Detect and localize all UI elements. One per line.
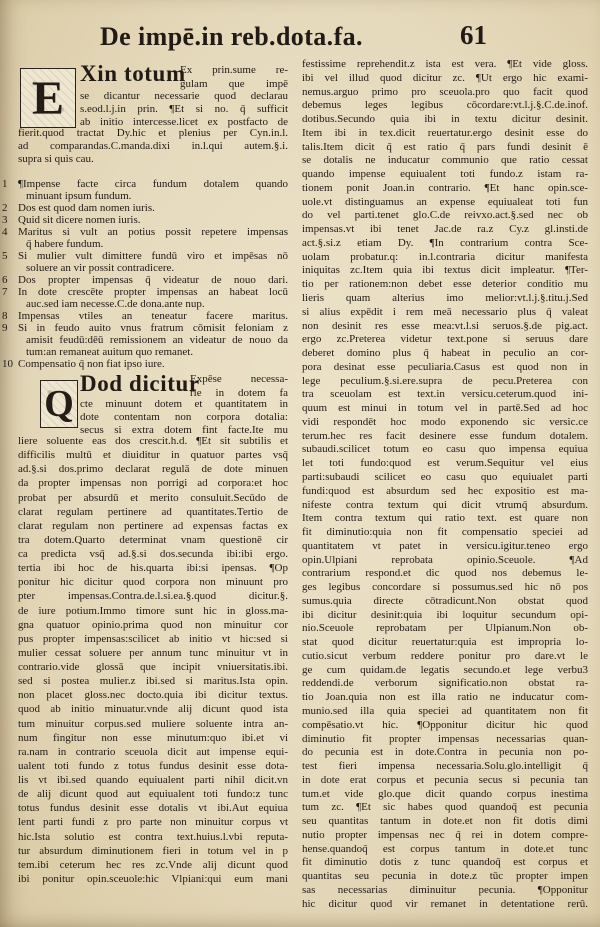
text-line: subaudi.scilicet totum eo casu quo impensa equiua xyxy=(302,443,588,456)
summary-number: 9 xyxy=(2,322,8,334)
text-line: let toti fundo:quod est verum.Sequitur vel eius xyxy=(302,457,588,470)
text-line: Item contra textum qui ratio text. est quare non xyxy=(302,512,588,525)
summary-number: 4 xyxy=(2,226,8,238)
text-line: ra.nam in contrario sceuola dicit aut impense equi- xyxy=(18,745,288,758)
summary-text-line: amisit feudū:dēū remissionem an videatur de nouo da xyxy=(26,334,288,346)
text-line: supra si quis cau. xyxy=(18,153,94,165)
text-line: iniquitas zc.Item quia ibi textus dicit impleatur. ¶Ter- xyxy=(302,264,588,277)
text-line: fundi:quod est absurdum sed hec expositio est ma- xyxy=(302,484,588,497)
text-line: secus si extra dotem fint facte.Ite mu xyxy=(80,424,288,436)
summary-text-line: Dos est quod dam nomen iuris. xyxy=(18,202,155,214)
text-line: nio.Sceuole reprobatam per Ulpianum.Non ob- xyxy=(302,622,588,635)
text-line: nutio propter impensas nec q̄ rei in dotem compre- xyxy=(302,828,588,841)
text-line: sas necessarias diminuitur pecunia. ¶Opponitur xyxy=(302,883,588,896)
text-line: tra dotem.Quarto determinat vnam questionē cir xyxy=(18,533,288,546)
text-line: tio per rationem:non debet esse deterior conditio mu xyxy=(302,278,588,291)
text-beside-initial xyxy=(80,398,288,436)
text-line: ibi ponitur opin.sceuole:hic Vlpiani:qui eum mani xyxy=(18,872,288,885)
summary-number: 1 xyxy=(2,178,8,190)
summary-list xyxy=(0,178,290,370)
running-title: De impē.in reb.dota.fa. xyxy=(100,22,363,51)
section-heading: Xin totum xyxy=(80,61,186,86)
summary-text-line: Quid sit dicere nomen iuris. xyxy=(18,214,141,226)
text-line: fierit.quod tractat Dy.hic et plenius per Cyn.in.l. xyxy=(18,127,288,139)
text-line: compēsatio.vt hic. ¶Opponitur dicitur hic quod xyxy=(302,718,588,731)
summary-text-line: soluere an vir possit contradicere. xyxy=(26,262,175,274)
text-line: uole.vt distinguamus an expense equiualeat toti fun xyxy=(302,195,588,208)
text-line: gulam que impē xyxy=(180,78,288,90)
text-line: ca predicta vsq̄ ad.§.si dos.secunda ibi:ibi ergo. xyxy=(18,548,288,560)
text-line: da propter impensas non porrigi ad corpora:et hoc xyxy=(18,477,288,490)
summary-text-line: auc.sed iam necesse.C.de dona.ante nup. xyxy=(26,298,205,310)
text-line: cte minuunt dotem et quantitatem in xyxy=(80,398,288,410)
summary-item xyxy=(0,310,290,322)
summary-text-line: ¶Impense facte circa fundum dotalem quando xyxy=(18,178,288,190)
text-line: tem.ibi ceterum hec res zc.Vnde alij dicunt quod xyxy=(18,858,288,871)
text-line: num fingitur non esse minutum:quo ibi.et vi xyxy=(18,731,288,744)
text-line: non desinit res esse mea:vt.l.si seruos.§.de pig.act. xyxy=(302,319,588,332)
text-line: act.§.si.z etiam Dy. ¶In contrarium contra Sce- xyxy=(302,236,588,249)
text-line: terum.hec res facit desinere esse fundum dotalem. xyxy=(302,429,588,442)
text-line: cutio.sicut verbum reddere ponitur pro dare.vt le xyxy=(302,649,588,662)
text-line: seu quantitas tantum in dote.et non fit dotis dimi xyxy=(302,815,588,828)
text-line: Ex prin.sume re- xyxy=(180,64,288,76)
summary-number: 8 xyxy=(2,310,8,322)
text-line: nifeste contra textum qui dicit vtrumq̄ absurdum. xyxy=(302,498,588,511)
summary-text-line: Si in feudo auito vnus fratrum cōmisit feloniam z xyxy=(18,322,288,334)
text-line: uolam probatur.q: in.l.contraria dicitur manifesta xyxy=(302,250,588,263)
summary-number: 6 xyxy=(2,274,8,286)
text-line: hic.Ista solutio est contra text.huius.l.vbi reputa- xyxy=(18,830,288,843)
summary-number: 5 xyxy=(2,250,8,262)
text-line: se dotalis ne inducatur communio que ratio cessat xyxy=(302,154,588,167)
text-line: ibi dicitur desinit:quia ibi loquitur secundum opi- xyxy=(302,608,588,621)
text-line: reddendi.de verborum significatio.non obstat ra- xyxy=(302,677,588,690)
summary-item xyxy=(0,322,290,358)
folio-number: 61 xyxy=(460,20,487,50)
heading-note xyxy=(180,64,288,90)
text-line: difficilis multū et diuiditur in quatuor partes vsq̄ xyxy=(18,449,288,462)
text-line: quantitas seu pecunia in dote.z tūc propter impen xyxy=(302,870,588,883)
summary-item xyxy=(0,358,290,370)
text-line: debemus leges legibus cōcordare:vt.l.j.§.C.de.inof. xyxy=(302,99,588,112)
summary-text-line: q̄ habere fundum. xyxy=(26,238,104,250)
text-line: si alius expēdit i rem meā necessario plus q̄ valeat xyxy=(302,305,588,318)
text-line: dote contentam non corpora dotalia: xyxy=(80,411,288,423)
text-line: contrarium respond.et dic quod nos debemus le- xyxy=(302,567,588,580)
summary-item xyxy=(0,250,290,274)
text-line: pus propter impensas:scilicet ab initio vt hic:sed si xyxy=(18,632,288,645)
text-line: opin.Ulpiani reprobata opinio.Sceuole. ¶Ad xyxy=(302,553,588,566)
text-line: pora desinat esse peculiaria.Casus est quod non in xyxy=(302,360,588,373)
text-line: hense.quandoq̄ est corpus tantum in dote.et tunc xyxy=(302,842,588,855)
summary-text-line: tum:an remaneat auitum quo remanet. xyxy=(26,346,194,358)
text-line: ad.§.si dos.primo declarat regulā de dote minuen xyxy=(18,463,288,476)
text-line: pter impensas.Contra.de.l.si.ea.§.quod dicitur.§. xyxy=(18,590,288,603)
right-column-text xyxy=(302,58,588,910)
text-line: s.eod.l.j.in prin. ¶Et si no. q̄ sufficit xyxy=(80,103,288,115)
text-line: ergo zc.Preterea videtur text.pone si seruus dare xyxy=(302,333,588,346)
summary-text-line: Impensas vtiles an teneatur facere maritus. xyxy=(18,310,288,322)
text-line: test fieri impensa necessaria.Solu.glo.intelligit q̄ xyxy=(302,760,588,773)
text-line: tra sceuolam est text.in versicu.ceterum.quod ini- xyxy=(302,388,588,401)
text-line: probat per absurdū et merito consuluit.Secūdo de xyxy=(18,491,288,504)
text-line: parti:subaudi scilicet eo casu quo equiualet parti xyxy=(302,470,588,483)
text-line: do pecunia est in dote.Contra in pecunia non po- xyxy=(302,746,588,759)
text-line: Item ibi in tex.dicit reuertatur.ergo desinit esse do xyxy=(302,126,588,139)
text-line: quantitatem vt patet in versicu.igitur.teneo ergo xyxy=(302,539,588,552)
text-line: lent parti fundi z pro parte non minuitur corpus vt xyxy=(18,816,288,829)
summary-number: 3 xyxy=(2,214,8,226)
text-line: tio Joan.quia non est illa ratio ne inducatur com- xyxy=(302,691,588,704)
summary-text-line: minuant ipsum fundum. xyxy=(26,190,132,202)
text-line: in dote erat corpus et pecunia secus si pecunia tan xyxy=(302,773,588,786)
text-line: tur absurdum diminutionem fieri in totum vel in p xyxy=(18,844,288,857)
summary-item xyxy=(0,202,290,214)
text-line: clarat regulam non pertinere ad expensas factas ex xyxy=(18,519,288,532)
text-line: ibi vel illud quod dicitur zc. ¶Ut ergo hic exami- xyxy=(302,71,588,84)
text-line: lieris quam alterius imo melior:vt.l.j.§.titu.j.Sed xyxy=(302,292,588,305)
decorated-initial: E xyxy=(20,68,76,128)
text-line: tionem ponit Joan.in contrario. ¶Et hanc opin.sce- xyxy=(302,181,588,194)
summary-item xyxy=(0,286,290,310)
text-line: gna quatuor opinio.prima quod non minuitur cor xyxy=(18,618,288,631)
text-line: talis.Item dicit q̄ est ratio q̄ pars fundi desinit ē xyxy=(302,140,588,153)
section-heading: Dod dicitur xyxy=(80,371,200,396)
summary-item xyxy=(0,274,290,286)
text-line: dotibus.Secundo quia ibi in textu dicitur desinit. xyxy=(302,113,588,126)
summary-text-line: Maritus si vult an potius possit repetere impensas xyxy=(18,226,288,238)
decorated-initial: Q xyxy=(40,380,78,428)
text-line: quando impense equiualent toti fundo.z istam ra- xyxy=(302,168,588,181)
text-line: totus fundus desinit esse dotalis vt ibi.Aut equiua xyxy=(18,802,288,815)
text-line: tertia ibi hoc de his.quarta ibi:si ipensas. ¶Op xyxy=(18,562,288,575)
text-line: ad comparandas.C.manda.dixi in.l.qui autem.§.i. xyxy=(18,140,288,152)
text-line: diminutio fit propter impensas necessarias quan- xyxy=(302,732,588,745)
text-line: ponitur hic dicitur quod corpora non minuunt pro xyxy=(18,576,288,589)
text-line: fit diminutio:quia non fit compensatio speciei ad xyxy=(302,526,588,539)
text-line: non placet gloss.nec docto.quia ibi dicitur textus. xyxy=(18,689,288,702)
text-line: sed si postea mulier.z ibi.sed si maritus.Ista opin. xyxy=(18,675,288,688)
text-line: contrario.vide glossā que incipit vniuersitatis.ibi. xyxy=(18,661,288,673)
text-line: quod ab initio minuatur.vnde alij dicunt quod ista xyxy=(18,703,288,716)
text-line: tum zc. ¶Et sic habes quod quandoq̄ est pecunia xyxy=(302,801,588,814)
text-line: de iure potium.Immo timore sunt hic in gloss.ma- xyxy=(18,604,288,617)
text-line: liere soluente eas dos crescit.h.d. ¶Et sit subtilis et xyxy=(18,435,288,447)
summary-text-line: Dos propter impensas q̄ videatur de nouo dari. xyxy=(18,274,288,286)
text-line: ge cum quidam.de legatis secundo.et lege verbu3 xyxy=(302,663,588,676)
summary-number: 10 xyxy=(2,358,13,370)
text-line: munio.sed illa quia speciei ad quantitatem non fit xyxy=(302,704,588,717)
text-line: lis vt ibi.sed quando equiualent parti nihil dicit.vn xyxy=(18,774,288,786)
summary-number: 7 xyxy=(2,286,8,298)
summary-number: 2 xyxy=(2,202,8,214)
text-line: do vel parti.tenet glo.C.de reivxo.act.§.sed nec ob xyxy=(302,209,588,222)
text-line: lege peculium.§.si.ere.supra de pecu.Preterea con xyxy=(302,374,588,387)
text-line: ab initio intercesse.licet ex postfacto de xyxy=(80,116,288,128)
text-block xyxy=(18,127,288,165)
text-line: tum minuitur corpus.sed muliere soluente intra an- xyxy=(18,717,288,730)
text-line: rie in dotem fa xyxy=(190,387,288,399)
summary-text-line: In dote crescēte propter impensas an habeat locū xyxy=(18,286,288,298)
text-line: tum.et vide glo.que dicit quando corpus inestima xyxy=(302,787,588,800)
text-line: impensas.vt ibi tenet Jac.de ra.z Cy.z gl.insti.de xyxy=(302,223,588,236)
summary-item xyxy=(0,226,290,250)
text-line: ualent toti fundo z totus fundus desinit esse dota- xyxy=(18,759,288,772)
text-line: sumus.quia directe cōtradicunt.Non obstat quod xyxy=(302,594,588,607)
text-line: vidi respondēt hoc modo exponendo sic versic.ce xyxy=(302,415,588,428)
summary-item xyxy=(0,178,290,202)
summary-text-line: Compensatio q̄ non fiat ipso iure. xyxy=(18,358,165,370)
text-line: hic dicitur quod vir remanet in detentatione rerū. xyxy=(302,897,588,910)
text-line: stat quod dicitur reuertatur:quia est impropria lo- xyxy=(302,636,588,649)
summary-text-line: Si mulier vult dimittere fundū viro et impēsas nō xyxy=(18,250,288,262)
text-block xyxy=(18,435,288,885)
text-line: nemus.arguo primo pro sceuola.pro quo facit quod xyxy=(302,85,588,98)
text-line: deberet domino plus q̄ habeat in peculio an cor- xyxy=(302,347,588,360)
heading-note xyxy=(190,373,288,399)
summary-item xyxy=(0,214,290,226)
text-line: mulier cessat soluere per annum tunc minuitur vt in xyxy=(18,646,288,659)
text-line: Expēse necessa- xyxy=(190,373,288,385)
text-line: ges legibus concordare si possumus.sed hic nō pos xyxy=(302,581,588,594)
text-beside-initial xyxy=(80,90,288,128)
text-line: quum est minui in totum vel in partē.Sed ad hoc xyxy=(302,402,588,415)
text-line: fit diminutio dotis z tunc quandoq̄ est corpus et xyxy=(302,856,588,869)
text-line: se dicantur necessarie quod declarau xyxy=(80,90,288,102)
text-line: festissime reprehendit.z ista est vera. ¶Et vide gloss. xyxy=(302,58,588,70)
text-line: de alij dicunt quod aut equiualent toti fundo:z tunc xyxy=(18,788,288,801)
text-line: clarat regulam pertinere ad quantitates.Tertio de xyxy=(18,505,288,518)
